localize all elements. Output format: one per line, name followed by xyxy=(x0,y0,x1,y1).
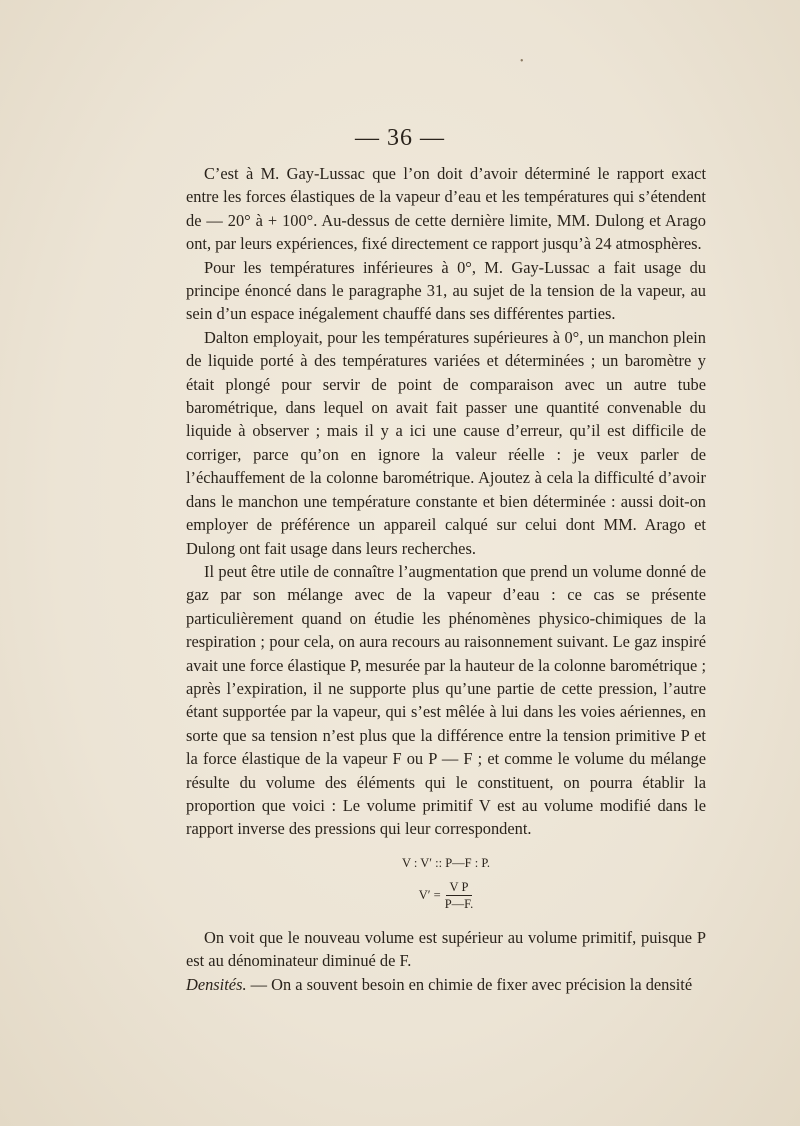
fraction xyxy=(445,880,474,911)
paragraph-new-volume: On voit que le nouveau volume est supérieur au volume primitif, puisque P est au dénominateur diminué de F. xyxy=(186,927,706,971)
paragraph-densites xyxy=(186,973,706,996)
body-text xyxy=(186,162,706,996)
densites-text: — On a souvent besoin en chimie de fixer avec précision la densité xyxy=(246,974,693,994)
paper-speck: • xyxy=(520,56,524,67)
equation-lhs: V′ = xyxy=(418,888,441,903)
densites-heading: Densités. xyxy=(186,974,247,994)
paragraph-dalton: Dalton employait, pour les températures supérieures à 0°, un manchon plein de liquide porté à des températures variées et déterminées ; un baromètre y était plongé pour servir de point de comparaison avec un autre tube barométrique, dans lequel on avait fait passer une quantité convenable du liquide à observer ; mais il y a ici une cause d’erreur, qu’il est difficile de corriger, parce qu’on en ignore la valeur réelle : je veux parler de l’échauffement de la colonne barométrique. Ajoutez à cela la difficulté d’avoir dans le manchon une température constante et bien déterminée : aussi doit-on employer de préférence un appareil calqué sur celui dont MM. Arago et Dulong ont fait usage dans leurs recherches. xyxy=(186,327,706,558)
equation-fraction xyxy=(186,876,706,916)
densites-section xyxy=(186,973,706,996)
fraction-numerator: V P xyxy=(446,880,473,896)
fraction-denominator: P—F. xyxy=(444,897,474,912)
paragraph-temperatures: Pour les températures inférieures à 0°, M. Gay-Lussac a fait usage du principe énoncé dans le paragraphe 31, au sujet de la tension de la vapeur, au sein d’un espace inégalement chauffé dans ses différentes parties. xyxy=(186,257,706,324)
paragraph-gay-lussac: C’est à M. Gay-Lussac que l’on doit d’avoir déterminé le rapport exact entre les forces élastiques de la vapeur d’eau et les températures qui s’étendent de — 20° à + 100°. Au-dessus de cette dernière limite, MM. Dulong et Arago ont, par leurs expériences, fixé directement ce rapport jusqu’à 24 atmosphères. xyxy=(186,164,706,254)
paragraph-gas-volume: Il peut être utile de connaître l’augmentation que prend un volume donné de gaz par son mélange avec de la vapeur d’eau : ce cas se présente particulièrement quand on étudie les phénomènes physico-chimiques de la respiration ; pour cela, on aura recours au raisonnement suivant. Le gaz inspiré avait une force élastique P, mesurée par la hauteur de la colonne barométrique ; après l’expiration, il ne supporte plus qu’une partie de cette pression, l’autre étant supportée par la vapeur, qui s’est mêlée à lui dans les voies aériennes, en sorte que sa tension n’est plus que la différence entre la tension primitive P et la force élastique de la vapeur F ou P — F ; et comme le volume du mélange résulte du volume des éléments qui le constituent, on pourra établir la proportion que voici : Le volume primitif V est au volume modifié dans le rapport inverse des pressions qui leur correspondent. xyxy=(186,561,706,839)
page-number: — 36 — xyxy=(355,125,445,151)
equation-proportion: V : V′ :: P—F : P. xyxy=(401,855,491,870)
